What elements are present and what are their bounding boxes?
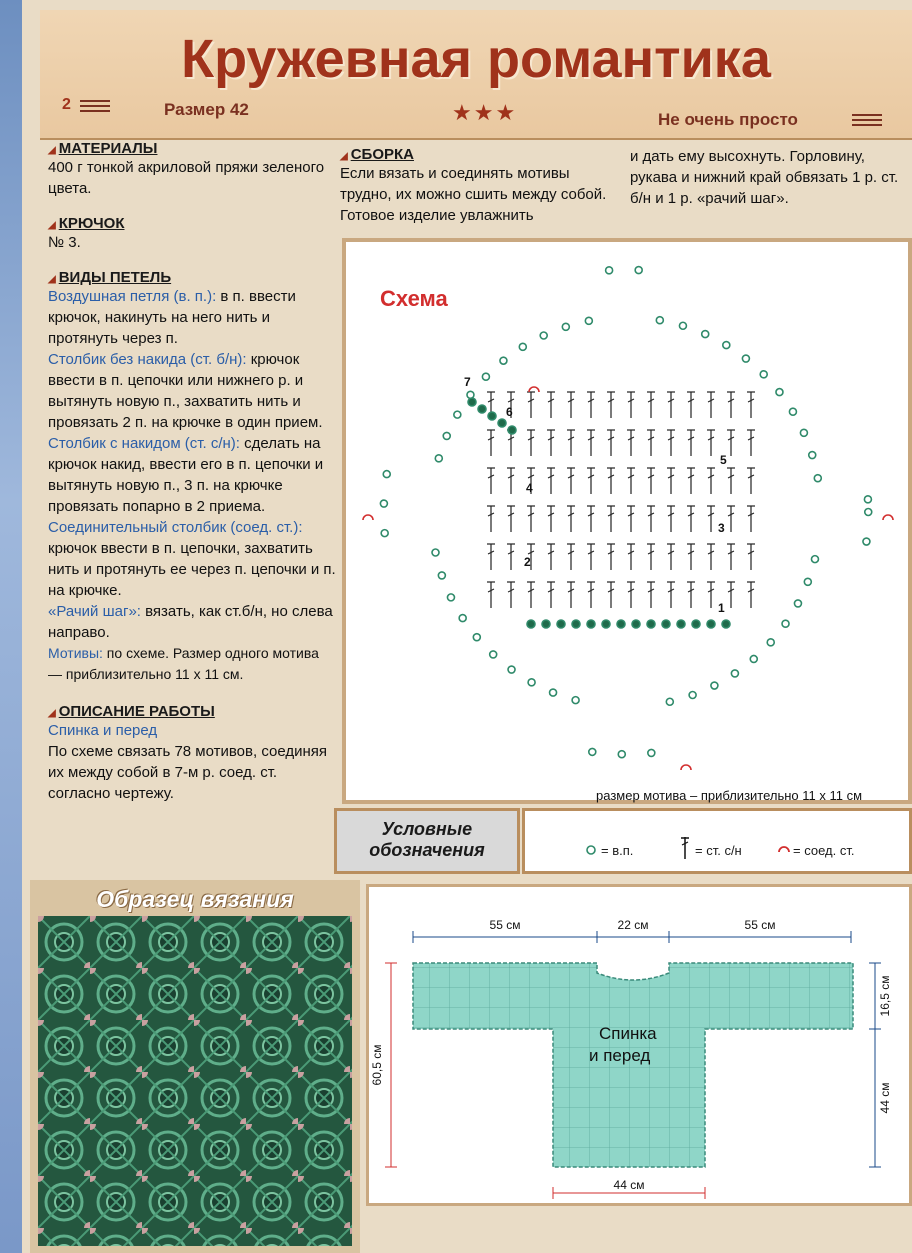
stitch-item: «Рачий шаг»: вязать, как ст.б/н, но слева направо. [48,603,333,641]
size-label: Размер 42 [164,100,249,119]
dim-right-sleeve: 55 см [744,918,776,932]
row-number-3: 3 [718,521,725,535]
middle-column [340,146,620,226]
materials-heading: ◢ МАТЕРИАЛЫ [48,140,158,157]
page-number: 2 [62,96,71,113]
pattern-label-2: и перед [589,1046,651,1065]
pattern-drawing [369,887,909,1203]
stitch-item: Воздушная петля (в. п.): в п. ввести крючок, накинуть на него нить и протянуть через п. [48,288,296,347]
legend-title: Условные обозначения [334,808,520,874]
lines-icon [852,114,882,128]
assembly-text-1: Если вязать и соединять мотивы трудно, их можно сшить между собой. Готовое изделие увлажнить [340,165,607,224]
garment-shape [413,963,853,1167]
left-column [48,140,336,804]
work-text: По схеме связать 78 мотивов, соединяя их между собой в 7-м р. соед. ст. согласно чертежу. [48,743,328,802]
sample-panel [30,880,360,1253]
triangle-icon: ◢ [48,274,56,285]
slip-stitch-icon [777,842,791,854]
sample-title: Образец вязания [96,886,294,912]
dim-neck: 22 см [617,918,649,932]
legend-sl: = соед. ст. [793,843,855,858]
stitch-item: Столбик без накида (ст. б/н): крючок ввести в п. цепочки или нижнего р. и вытянуть новую п., захватить нить и провязать 2 п. на крючке в один прием. [48,351,323,431]
header-band [40,10,912,140]
hook-text: № 3. [48,234,81,251]
lines-icon [80,100,110,114]
triangle-icon: ◢ [48,708,56,719]
triangle-icon: ◢ [48,145,56,156]
work-subheading: Спинка и перед [48,722,158,739]
dim-left-sleeve: 55 см [489,918,521,932]
page-title: Кружевная романтика [181,29,771,89]
motif-size-caption: размер мотива – приблизительно 11 х 11 см [596,788,863,803]
schema-title: Схема [380,286,448,311]
difficulty-label: Не очень просто [658,110,798,129]
stitch-item: Соединительный столбик (соед. ст.): крючок ввести в п. цепочки, захватить нить и протянуть ее через п. цепочки и п. на крючке. [48,519,336,599]
hook-heading: ◢ КРЮЧОК [48,215,125,232]
triangle-icon: ◢ [340,151,348,162]
assembly-heading: ◢ СБОРКА [340,146,414,163]
stitch-item: Столбик с накидом (ст. с/н): сделать на крючок накид, ввести его в п. цепочки и вытянуть новую п., 3 п. на крючке провязать попарно в 2 приема. [48,435,324,515]
garment-pattern [366,884,912,1206]
right-column [630,146,912,209]
stitches-heading: ◢ ВИДЫ ПЕТЕЛЬ [48,269,172,286]
row-number-7: 7 [464,375,471,389]
chain-stitch-icon [585,844,597,856]
row-number-4: 4 [526,481,533,495]
row-number-5: 5 [720,453,727,467]
lace-texture [38,916,352,1246]
dim-total-height: 60,5 см [370,1044,384,1086]
knitting-sample-photo [38,916,352,1246]
double-crochet-icon [679,835,691,861]
crochet-schema [342,238,912,804]
stitch-item: Мотивы: по схеме. Размер одного мотива — приблизительно 11 х 11 см. [48,645,319,682]
difficulty-stars: ★★★ [452,100,518,125]
page-edge [0,0,22,1253]
dim-sleeve-height: 16,5 см [878,975,892,1017]
work-heading: ◢ ОПИСАНИЕ РАБОТЫ [48,703,215,720]
legend [522,808,912,874]
materials-text: 400 г тонкой акриловой пряжи зеленого цвета. [48,159,325,197]
row-number-6: 6 [506,405,513,419]
motif-diagram [346,242,908,782]
pattern-label-1: Спинка [599,1024,657,1043]
dim-body-height: 44 см [878,1082,892,1114]
legend-chain: = в.п. [601,843,634,858]
dim-bottom-width: 44 см [613,1178,645,1192]
row-number-2: 2 [524,555,531,569]
assembly-text-2: и дать ему высохнуть. Горловину, рукава и нижний край обвязать 1 р. ст. б/н и 1 р. «рачий шаг». [630,148,899,207]
row-number-1: 1 [718,601,725,615]
legend-dc: = ст. с/н [695,843,742,858]
triangle-icon: ◢ [48,220,56,231]
